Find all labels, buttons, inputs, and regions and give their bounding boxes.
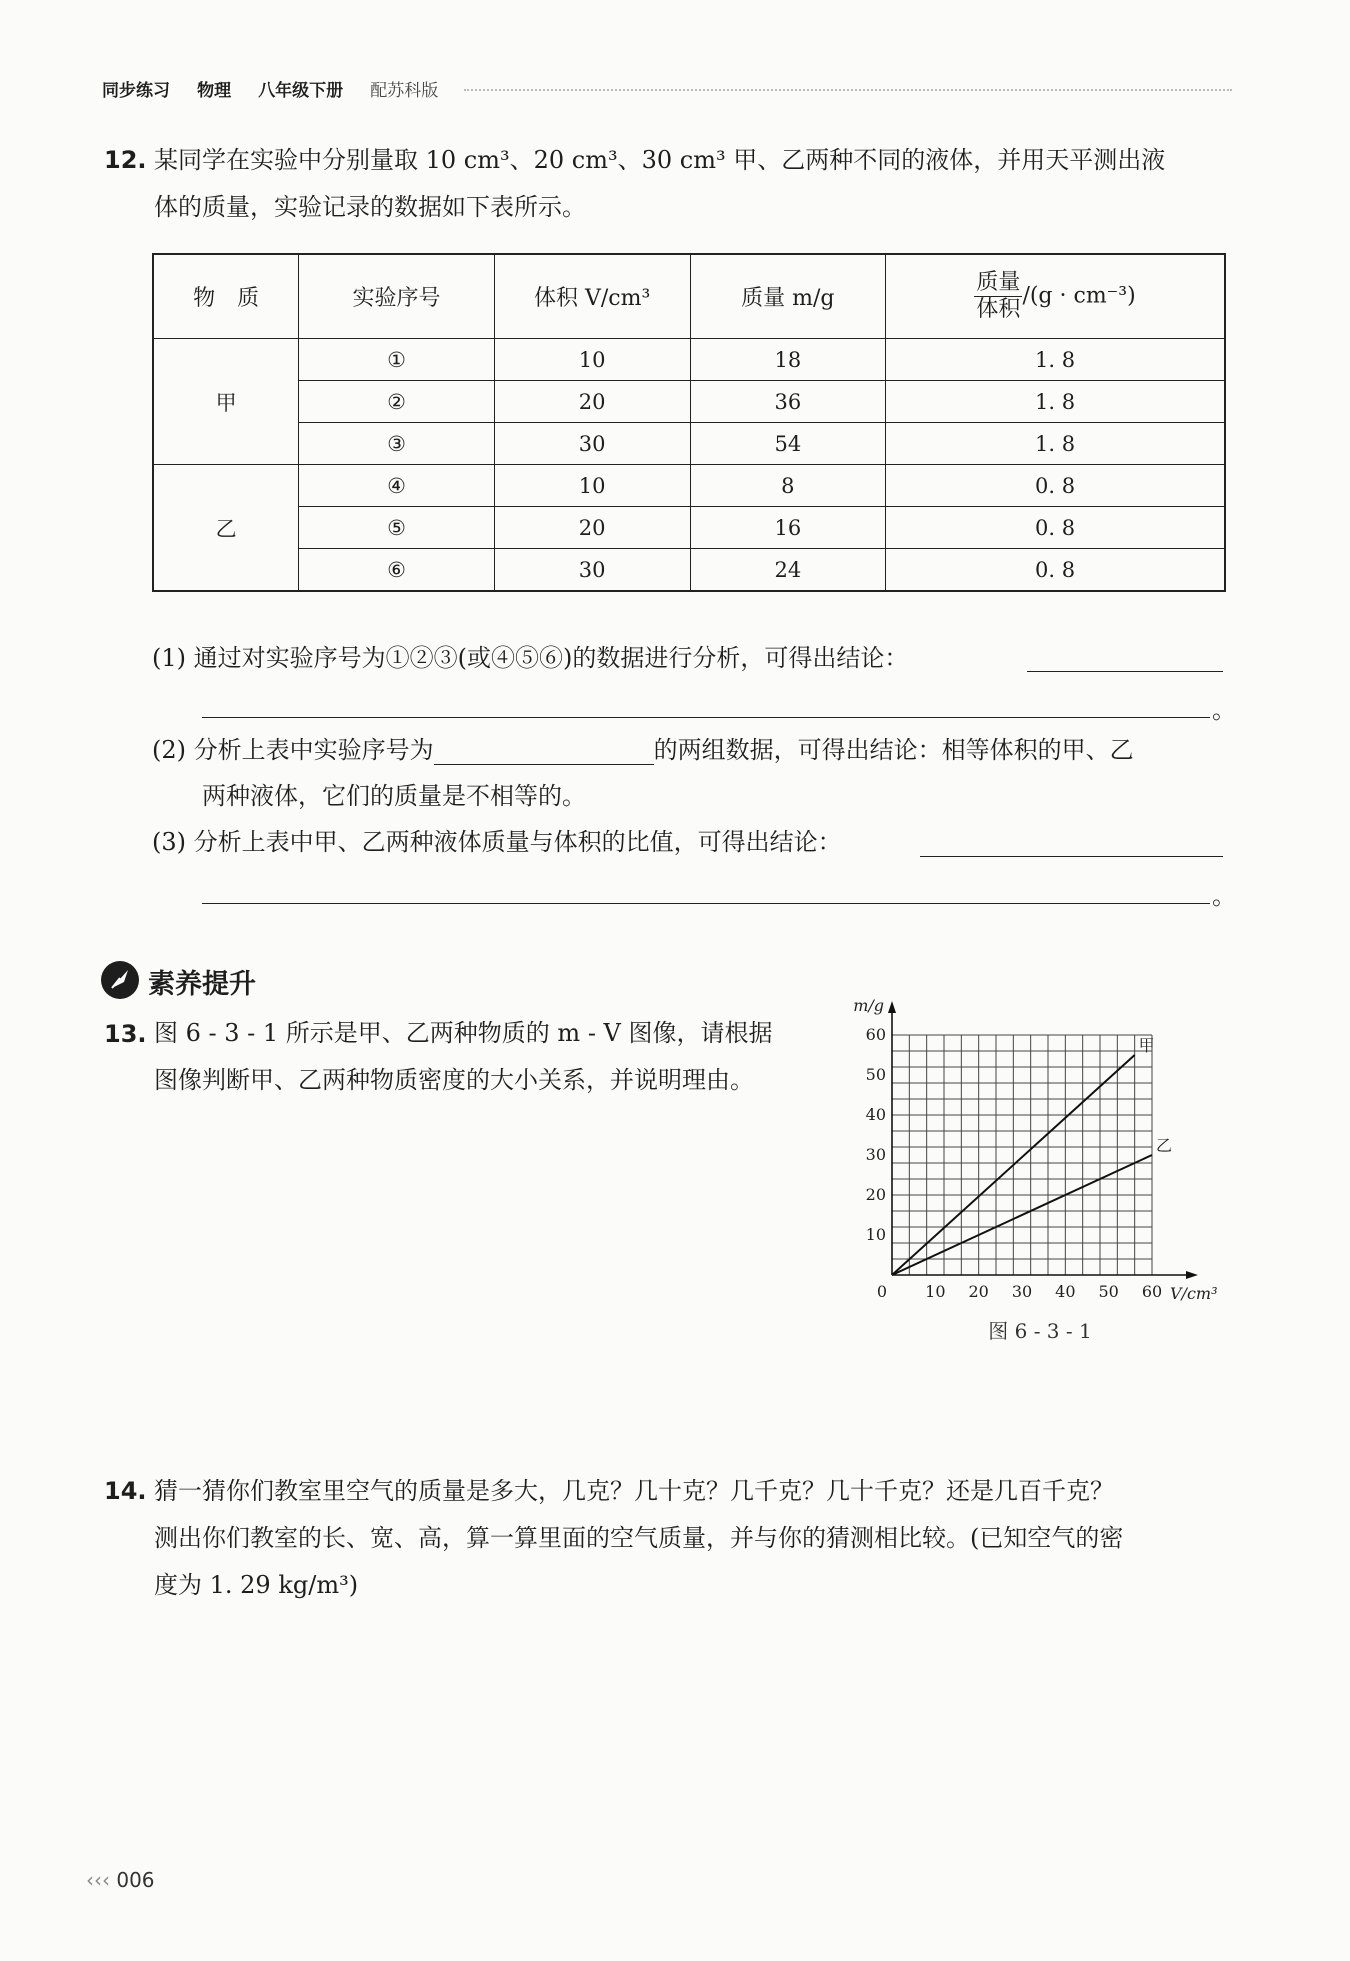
table-header-row <box>153 254 1225 339</box>
ratio-fraction <box>974 270 1022 323</box>
ratio-cell: 0. 8 <box>886 507 1225 549</box>
series-label-yi: 乙 <box>1156 1136 1173 1155</box>
answer-blank-3b[interactable] <box>202 902 1210 904</box>
x-tick-label: 40 <box>1055 1282 1076 1301</box>
q12-line2: 体的质量，实验记录的数据如下表所示。 <box>154 193 586 221</box>
page-footer <box>86 1868 155 1892</box>
ratio-cell: 1. 8 <box>886 381 1225 423</box>
m-v-graph <box>840 990 1240 1360</box>
mass-cell: 36 <box>690 381 886 423</box>
section-heading <box>100 960 256 1000</box>
q12-sub3 <box>152 822 842 857</box>
volume-cell: 20 <box>494 507 690 549</box>
header-series: 同步练习 <box>102 81 170 101</box>
data-table <box>152 253 1226 592</box>
q13-number: 13. <box>104 1020 147 1048</box>
mass-cell: 24 <box>690 549 886 592</box>
q12-sub2-text-b: 的两组数据，可得出结论：相等体积的甲、乙 <box>653 736 1134 764</box>
q14-line1: 猜一猜你们教室里空气的质量是多大，几克？几十克？几千克？几十千克？还是几百千克？ <box>154 1477 1114 1505</box>
q14-line3: 度为 1. 29 kg/m³) <box>154 1571 359 1599</box>
series-line-yi <box>892 1155 1152 1275</box>
table-row <box>153 465 1225 507</box>
y-tick-label: 60 <box>865 1025 886 1044</box>
page-header <box>102 76 1232 104</box>
trial-cell: ① <box>299 339 495 381</box>
answer-blank-2[interactable] <box>434 734 654 765</box>
y-axis-arrow <box>888 1001 896 1013</box>
trial-cell: ③ <box>299 423 495 465</box>
period-1: 。 <box>1212 696 1236 724</box>
period-3: 。 <box>1212 882 1236 910</box>
q12-number: 12. <box>104 146 147 174</box>
q12-sub2-text-a: (2) 分析上表中实验序号为 <box>152 736 434 764</box>
table-row <box>153 381 1225 423</box>
table-row <box>153 549 1225 592</box>
y-tick-label: 50 <box>865 1065 886 1084</box>
footer-arrows: ‹‹‹ <box>86 1868 110 1892</box>
header-subject: 物理 <box>197 81 232 101</box>
volume-cell: 10 <box>494 465 690 507</box>
answer-blank-1b[interactable] <box>202 716 1210 718</box>
q13-line2: 图像判断甲、乙两种物质密度的大小关系，并说明理由。 <box>154 1066 754 1094</box>
q12-line1: 某同学在实验中分别量取 10 cm³、20 cm³、30 cm³ 甲、乙两种不同的液体，并用天平测出液 <box>154 146 1166 174</box>
volume-cell: 10 <box>494 339 690 381</box>
x-tick-label: 60 <box>1141 1282 1163 1301</box>
q14-line2: 测出你们教室的长、宽、高，算一算里面的空气质量，并与你的猜测相比较。(已知空气的密 <box>154 1524 1124 1552</box>
ratio-cell: 1. 8 <box>886 339 1225 381</box>
header-ratio <box>886 254 1225 339</box>
volume-cell: 20 <box>494 381 690 423</box>
x-tick-label: 30 <box>1011 1282 1033 1301</box>
mass-cell: 8 <box>690 465 886 507</box>
trial-cell: ⑤ <box>299 507 495 549</box>
answer-blank-1a[interactable] <box>1027 670 1223 672</box>
trial-cell: ⑥ <box>299 549 495 592</box>
substance-cell-yi: 乙 <box>153 465 299 592</box>
volume-cell: 30 <box>494 549 690 592</box>
table-row <box>153 423 1225 465</box>
figure-caption: 图 6 - 3 - 1 <box>988 1319 1092 1343</box>
ratio-unit: /(g · cm⁻³) <box>1022 283 1136 309</box>
substance-cell-jia: 甲 <box>153 339 299 465</box>
q12-sub2-text-c: 两种液体，它们的质量是不相等的。 <box>202 782 586 810</box>
answer-blank-3a[interactable] <box>920 855 1223 857</box>
mass-cell: 54 <box>690 423 886 465</box>
q12-sub3-text: (3) 分析上表中甲、乙两种液体质量与体积的比值，可得出结论： <box>152 828 842 856</box>
y-tick-label: 20 <box>865 1185 886 1204</box>
header-grade: 八年级下册 <box>258 81 344 101</box>
m-v-graph-svg <box>840 990 1240 1360</box>
ratio-cell: 0. 8 <box>886 549 1225 592</box>
trial-cell: ④ <box>299 465 495 507</box>
ratio-numerator: 质量 <box>976 270 1021 295</box>
series-label-jia: 甲 <box>1138 1036 1155 1055</box>
volume-cell: 30 <box>494 423 690 465</box>
x-tick-label: 20 <box>968 1282 989 1301</box>
x-axis-arrow <box>1186 1271 1198 1279</box>
table-row <box>153 507 1225 549</box>
header-volume: 体积 V/cm³ <box>494 254 690 339</box>
table-row <box>153 339 1225 381</box>
x-axis-label: V/cm³ <box>1170 1284 1218 1303</box>
x-tick-label: 10 <box>925 1282 946 1301</box>
x-tick-label: 50 <box>1098 1282 1119 1301</box>
header-mass: 质量 m/g <box>690 254 886 339</box>
header-substance: 物 质 <box>153 254 299 339</box>
ratio-denominator: 体积 <box>976 297 1021 322</box>
header-rule <box>464 89 1232 91</box>
q12-sub2 <box>152 730 1134 765</box>
origin-label: 0 <box>876 1282 888 1301</box>
ratio-cell: 0. 8 <box>886 465 1225 507</box>
mass-cell: 16 <box>690 507 886 549</box>
q12-sub1-text: (1) 通过对实验序号为①②③(或④⑤⑥)的数据进行分析，可得出结论： <box>152 644 909 672</box>
q14-number: 14. <box>104 1477 147 1505</box>
q12-sub1 <box>152 638 908 673</box>
page-number: 006 <box>116 1868 155 1892</box>
header-edition: 配苏科版 <box>370 81 439 101</box>
rocket-icon <box>100 960 140 1000</box>
header-trial: 实验序号 <box>299 254 495 339</box>
y-tick-label: 10 <box>865 1225 886 1244</box>
mass-cell: 18 <box>690 339 886 381</box>
y-axis-label: m/g <box>853 996 884 1015</box>
ratio-cell: 1. 8 <box>886 423 1225 465</box>
q13-line1: 图 6 - 3 - 1 所示是甲、乙两种物质的 m - V 图像，请根据 <box>154 1019 773 1047</box>
chart-labels <box>853 996 1217 1303</box>
y-tick-label: 40 <box>865 1105 886 1124</box>
trial-cell: ② <box>299 381 495 423</box>
chart-series <box>892 1055 1152 1275</box>
section-title: 素养提升 <box>148 969 256 1000</box>
y-tick-label: 30 <box>865 1145 886 1164</box>
